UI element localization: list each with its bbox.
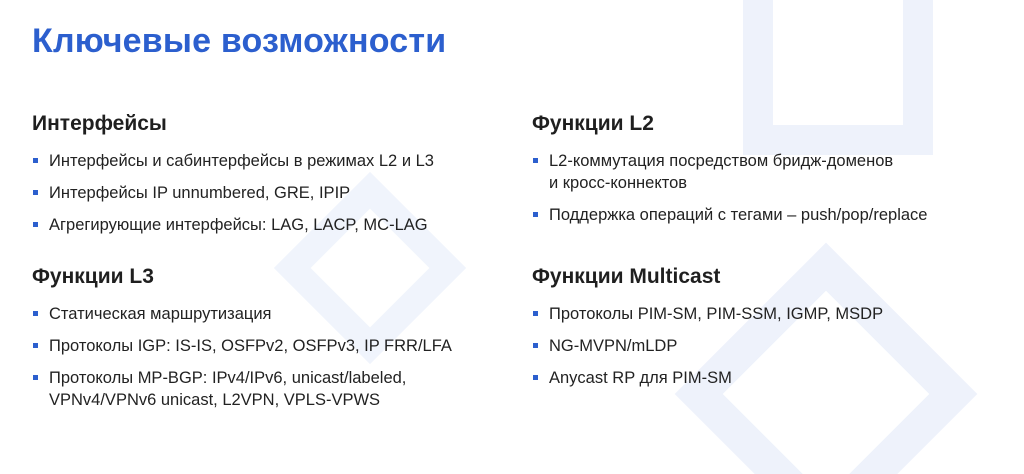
bullet-icon [533,375,538,380]
section-l3 [32,265,512,421]
bullet-icon [533,212,538,217]
bullet-icon [33,311,38,316]
list-item: L2-коммутация посредством бридж-доменов и кросс-коннектов [532,150,1012,194]
section-heading: Функции L3 [32,265,154,288]
section-heading: Интерфейсы [32,112,167,135]
section-l2 [532,112,1012,236]
bullet-list [532,303,1012,389]
bullet-icon [533,311,538,316]
bullet-icon [33,158,38,163]
list-item: Протоколы PIM-SM, PIM-SSM, IGMP, MSDP [532,303,1012,325]
list-item: Протоколы IGP: IS-IS, OSFPv2, OSFPv3, IP FRR/LFA [32,335,512,357]
bullet-icon [533,158,538,163]
list-item: Интерфейсы IP unnumbered, GRE, IPIP [32,182,512,204]
bullet-icon [33,343,38,348]
list-item: NG-MVPN/mLDP [532,335,1012,357]
list-item: Поддержка операций с тегами – push/pop/replace [532,204,1012,226]
bullet-icon [533,343,538,348]
bullet-list [32,303,512,411]
list-item: Протоколы MP-BGP: IPv4/IPv6, unicast/labeled, VPNv4/VPNv6 unicast, L2VPN, VPLS-VPWS [32,367,512,411]
list-item: Агрегирующие интерфейсы: LAG, LACP, MC-LAG [32,214,512,236]
bullet-list [32,150,512,236]
section-interfaces [32,112,512,246]
section-multicast [532,265,1012,399]
bullet-icon [33,190,38,195]
section-heading: Функции L2 [532,112,654,135]
list-item: Anycast RP для PIM-SM [532,367,1012,389]
bullet-icon [33,222,38,227]
list-item: Статическая маршрутизация [32,303,512,325]
page-title: Ключевые возможности [32,22,447,60]
list-item: Интерфейсы и сабинтерфейсы в режимах L2 и L3 [32,150,512,172]
bullet-list [532,150,1012,226]
section-heading: Функции Multicast [532,265,721,288]
bullet-icon [33,375,38,380]
